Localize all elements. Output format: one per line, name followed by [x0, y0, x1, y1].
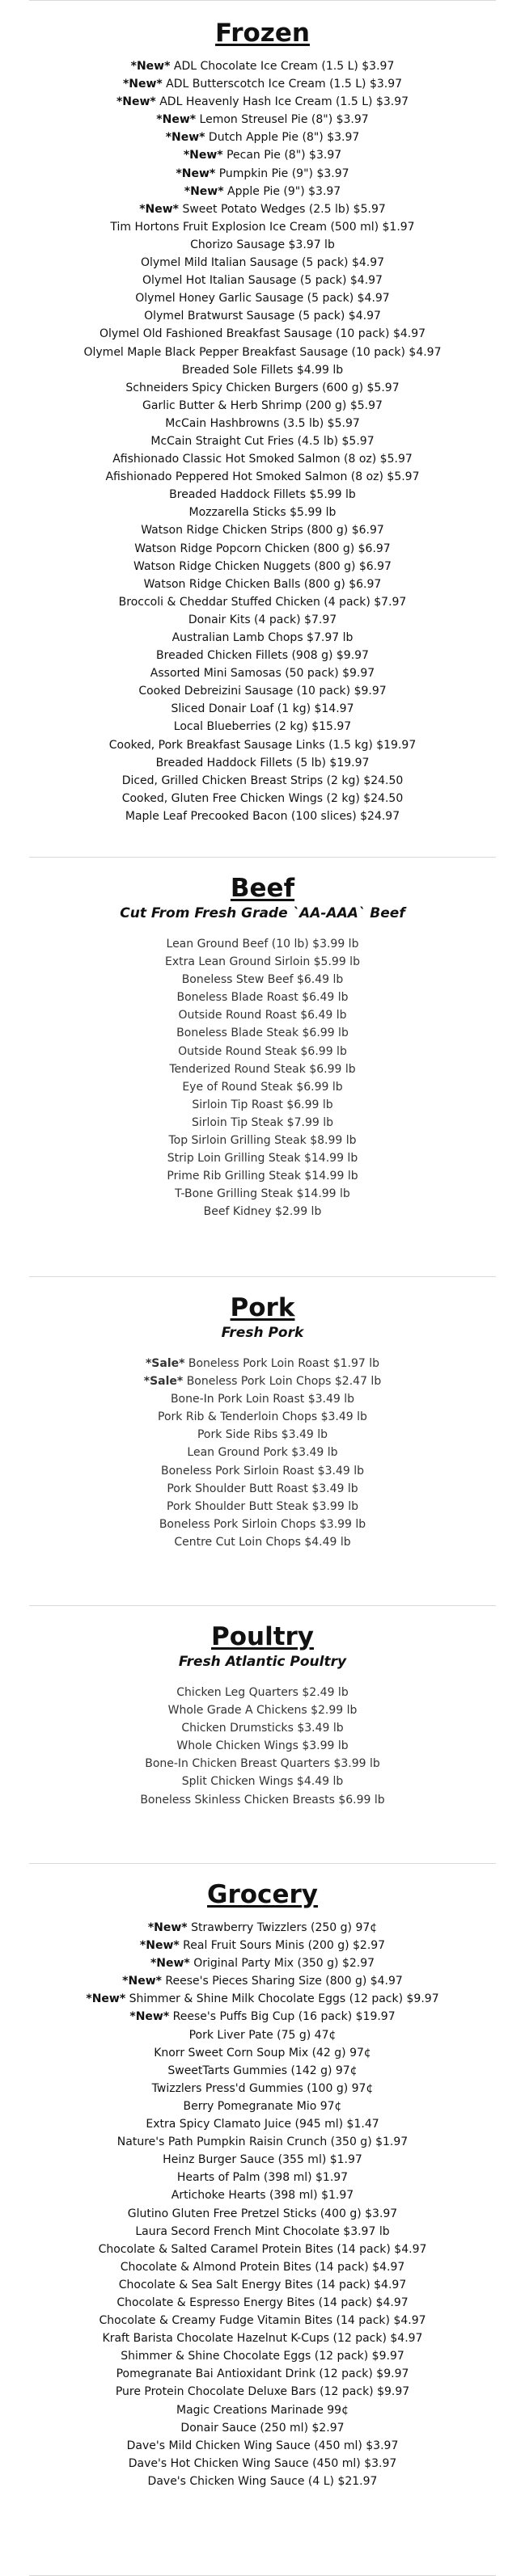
item-text: Split Chicken Wings $4.49 lb [181, 1775, 344, 1789]
item-text: Whole Chicken Wings $3.99 lb [176, 1739, 349, 1753]
item-text: Breaded Haddock Fillets (5 lb) $19.97 [155, 756, 370, 769]
item-text: Pomegranate Bai Antioxidant Drink (12 pack) $9.97 [116, 2367, 409, 2381]
item-text: Tim Hortons Fruit Explosion Ice Cream (500 ml) $1.97 [110, 220, 415, 234]
item-text: Eye of Round Steak $6.99 lb [182, 1080, 343, 1094]
item-text: T-Bone Grilling Steak $14.99 lb [175, 1187, 350, 1201]
list-item [0, 236, 525, 254]
list-item [0, 2365, 525, 2383]
list-item [0, 254, 525, 272]
item-text: Donair Sauce (250 ml) $2.97 [180, 2421, 345, 2435]
item-text: Pork Shoulder Butt Steak $3.99 lb [167, 1499, 358, 1513]
item-text: Extra Lean Ground Sirloin $5.99 lb [165, 955, 360, 969]
list-item [0, 486, 525, 504]
item-text: Sirloin Tip Roast $6.99 lb [192, 1098, 333, 1111]
list-item [0, 397, 525, 415]
list-item [0, 593, 525, 611]
list-item [0, 558, 525, 575]
item-text: Magic Creations Marinade 99¢ [176, 2403, 349, 2417]
item-text: Sliced Donair Loaf (1 kg) $14.97 [171, 702, 354, 716]
section-heading: Pork [230, 1293, 295, 1322]
list-item [0, 218, 525, 236]
item-text: Cooked Debreizini Sausage (10 pack) $9.97 [138, 685, 387, 698]
list-item [0, 1390, 525, 1408]
list-item [0, 1719, 525, 1737]
list-item [0, 1954, 525, 1972]
list-item [0, 344, 525, 361]
item-text: Donair Kits (4 pack) $7.97 [188, 613, 337, 626]
list-item [0, 1006, 525, 1024]
item-text: Whole Grade A Chickens $2.99 lb [167, 1704, 358, 1718]
item-text: Strip Loin Grilling Steak $14.99 lb [167, 1152, 358, 1166]
list-item [0, 2312, 525, 2329]
list-item [0, 468, 525, 486]
item-text: Chocolate & Creamy Fudge Vitamin Bites (14 pack) $4.97 [99, 2314, 426, 2328]
item-tag: *New* [139, 202, 180, 216]
list-item [0, 971, 525, 989]
list-item [0, 2241, 525, 2258]
item-text: Australian Lamb Chops $7.97 lb [171, 631, 354, 644]
item-tag: *Sale* [145, 1357, 185, 1370]
list-item [0, 1132, 525, 1149]
list-item [0, 989, 525, 1006]
item-text: Shimmer & Shine Chocolate Eggs (12 pack) $9.97 [121, 2350, 404, 2363]
list-item [0, 2419, 525, 2437]
item-text: Heinz Burger Sauce (355 ml) $1.97 [163, 2153, 362, 2167]
item-text: McCain Straight Cut Fries (4.5 lb) $5.97 [150, 434, 375, 448]
list-item [0, 1480, 525, 1498]
list-item [0, 2276, 525, 2294]
item-text: Pork Side Ribs $3.49 lb [197, 1428, 328, 1442]
item-text: Boneless Skinless Chicken Breasts $6.99 lb [140, 1793, 385, 1807]
list-item [0, 307, 525, 325]
item-text: Hearts of Palm (398 ml) $1.97 [176, 2171, 349, 2185]
item-text: Laura Secord French Mint Chocolate $3.97 lb [135, 2224, 390, 2238]
list-item [0, 1990, 525, 2008]
list-item [0, 1462, 525, 1480]
list-item [0, 2097, 525, 2115]
item-text: ADL Heavenly Hash Ice Cream (1.5 L) $3.97 [155, 95, 409, 109]
list-item [0, 1498, 525, 1516]
item-tag: *New* [156, 113, 197, 127]
item-text: Sweet Potato Wedges (2.5 lb) $5.97 [179, 202, 386, 216]
list-item [0, 325, 525, 343]
item-tag: *New* [165, 131, 205, 145]
item-tag: *New* [129, 2010, 170, 2024]
item-tag: *Sale* [143, 1375, 184, 1389]
list-item [0, 1937, 525, 1954]
item-tag: *New* [147, 1921, 188, 1934]
list-item [0, 1114, 525, 1132]
item-text: Pork Shoulder Butt Roast $3.49 lb [167, 1482, 358, 1495]
list-item [0, 1149, 525, 1167]
item-text: Centre Cut Loin Chops $4.49 lb [174, 1535, 351, 1549]
list-item [0, 2329, 525, 2347]
list-item [0, 540, 525, 558]
item-text: Berry Pomegranate Mio 97¢ [183, 2099, 342, 2113]
item-text: Dave's Mild Chicken Wing Sauce (450 ml) $3.97 [126, 2439, 399, 2452]
item-tag: *New* [86, 1992, 126, 2006]
list-item [0, 718, 525, 736]
list-item [0, 521, 525, 539]
item-text: Watson Ridge Chicken Strips (800 g) $6.97 [141, 524, 384, 538]
list-item [0, 1684, 525, 1701]
item-text: Pecan Pie (8") $3.97 [222, 149, 342, 162]
item-text: Real Fruit Sours Minis (200 g) $2.97 [179, 1939, 386, 1953]
list-item [0, 200, 525, 218]
section-heading: Beef [230, 874, 295, 903]
list-item [0, 1408, 525, 1426]
item-text: Pumpkin Pie (9") $3.97 [215, 167, 349, 180]
list-item [0, 129, 525, 146]
item-text: Outside Round Roast $6.49 lb [178, 1009, 347, 1022]
item-text: Reese's Puffs Big Cup (16 pack) $19.97 [169, 2010, 396, 2024]
list-item [0, 736, 525, 754]
item-text: Olymel Maple Black Pepper Breakfast Sausage (10 pack) $4.97 [83, 345, 442, 359]
list-item [0, 1060, 525, 1078]
list-item [0, 1755, 525, 1773]
list-item [0, 111, 525, 129]
item-text: Chicken Drumsticks $3.49 lb [181, 1722, 344, 1735]
item-tag: *New* [116, 95, 156, 109]
item-text: Maple Leaf Precooked Bacon (100 slices) $24.97 [125, 809, 400, 823]
item-text: Boneless Blade Roast $6.49 lb [176, 991, 349, 1005]
list-item [0, 2473, 525, 2490]
section-subheading: Cut From Fresh Grade `AA-AAA` Beef [120, 905, 405, 921]
list-item [0, 2008, 525, 2026]
item-list [0, 1919, 525, 2490]
list-item [0, 2258, 525, 2276]
item-tag: *New* [122, 78, 163, 91]
list-item [0, 1185, 525, 1203]
item-text: Shimmer & Shine Milk Chocolate Eggs (12 pack) $9.97 [125, 1992, 439, 2006]
section-beef [0, 858, 525, 1276]
item-text: Pure Protein Chocolate Deluxe Bars (12 pack) $9.97 [115, 2385, 410, 2399]
item-text: Bone-In Pork Loin Roast $3.49 lb [170, 1393, 355, 1406]
item-text: Cooked, Gluten Free Chicken Wings (2 kg) $24.50 [121, 791, 404, 805]
item-text: Chocolate & Almond Protein Bites (14 pack) $4.97 [120, 2260, 405, 2274]
list-item [0, 1444, 525, 1461]
item-text: Olymel Bratwurst Sausage (5 pack) $4.97 [144, 310, 381, 323]
item-tag: *New* [150, 1957, 190, 1971]
item-text: Olymel Old Fashioned Breakfast Sausage (10 pack) $4.97 [99, 327, 426, 341]
item-text: Schneiders Spicy Chicken Burgers (600 g) $5.97 [125, 381, 400, 394]
item-text: Breaded Chicken Fillets (908 g) $9.97 [156, 649, 369, 663]
list-item [0, 75, 525, 93]
item-list [0, 1684, 525, 1809]
item-text: Chocolate & Espresso Energy Bites (14 pack) $4.97 [116, 2296, 409, 2309]
item-text: Twizzlers Press'd Gummies (100 g) 97¢ [151, 2081, 374, 2095]
list-item [0, 1533, 525, 1551]
item-text: Chicken Leg Quarters $2.49 lb [176, 1686, 349, 1699]
item-list [0, 935, 525, 1221]
item-text: Reese's Pieces Sharing Size (800 g) $4.97 [161, 1975, 403, 1988]
list-item [0, 2294, 525, 2312]
item-text: Afishionado Classic Hot Smoked Salmon (8 oz) $5.97 [112, 453, 413, 466]
list-item [0, 754, 525, 772]
item-tag: *New* [139, 1939, 180, 1953]
item-text: Strawberry Twizzlers (250 g) 97¢ [187, 1921, 378, 1934]
list-item [0, 379, 525, 397]
item-text: Garlic Butter & Herb Shrimp (200 g) $5.97 [142, 398, 383, 412]
list-item [0, 1972, 525, 1990]
item-text: Dave's Hot Chicken Wing Sauce (450 ml) $3.97 [128, 2456, 397, 2470]
item-text: Boneless Pork Sirloin Chops $3.99 lb [159, 1517, 366, 1531]
item-text: Chorizo Sausage $3.97 lb [190, 238, 335, 251]
item-text: Chocolate & Sea Salt Energy Bites (14 pack) $4.97 [118, 2278, 407, 2291]
list-item [0, 807, 525, 825]
item-text: Diced, Grilled Chicken Breast Strips (2 kg) $24.50 [121, 774, 404, 787]
item-text: Top Sirloin Grilling Steak $8.99 lb [168, 1134, 357, 1148]
list-item [0, 575, 525, 593]
item-text: Pork Rib & Tenderloin Chops $3.49 lb [158, 1410, 367, 1424]
section-grocery [0, 1864, 525, 2575]
list-item [0, 2062, 525, 2080]
list-item [0, 1078, 525, 1096]
list-item [0, 2044, 525, 2062]
list-item [0, 2115, 525, 2133]
item-text: Broccoli & Cheddar Stuffed Chicken (4 pack) $7.97 [118, 595, 407, 609]
item-text: Lean Ground Beef (10 lb) $3.99 lb [166, 938, 359, 951]
item-text: Prime Rib Grilling Steak $14.99 lb [167, 1170, 358, 1183]
item-text: Bone-In Chicken Breast Quarters $3.99 lb [145, 1757, 380, 1771]
list-item [0, 2347, 525, 2365]
list-item [0, 647, 525, 664]
section-pork [0, 1277, 525, 1605]
item-text: Dutch Apple Pie (8") $3.97 [205, 131, 360, 145]
item-tag: *New* [184, 184, 224, 198]
list-item [0, 2383, 525, 2401]
list-item [0, 165, 525, 183]
item-text: Apple Pie (9") $3.97 [223, 184, 341, 198]
section-heading: Grocery [207, 1880, 318, 1909]
list-item [0, 504, 525, 521]
item-text: ADL Butterscotch Ice Cream (1.5 L) $3.97 [162, 78, 403, 91]
item-text: Lean Ground Pork $3.49 lb [187, 1446, 338, 1460]
item-text: Breaded Haddock Fillets $5.99 lb [169, 488, 356, 502]
item-tag: *New* [183, 149, 223, 162]
item-text: McCain Hashbrowns (3.5 lb) $5.97 [165, 416, 360, 430]
item-text: Watson Ridge Chicken Nuggets (800 g) $6.97 [133, 559, 392, 573]
list-item [0, 1043, 525, 1060]
list-item [0, 1372, 525, 1390]
list-item [0, 1426, 525, 1444]
list-item [0, 450, 525, 468]
section-heading: Poultry [210, 1622, 315, 1651]
list-item [0, 2080, 525, 2097]
item-text: ADL Chocolate Ice Cream (1.5 L) $3.97 [170, 60, 395, 73]
list-item [0, 2151, 525, 2169]
list-item [0, 2437, 525, 2455]
list-item [0, 790, 525, 807]
section-poultry [0, 1606, 525, 1863]
item-list [0, 1355, 525, 1551]
list-item [0, 2455, 525, 2473]
section-frozen [0, 1, 525, 857]
item-text: Watson Ridge Popcorn Chicken (800 g) $6.97 [134, 542, 391, 555]
item-text: SweetTarts Gummies (142 g) 97¢ [167, 2064, 358, 2077]
item-text: Sirloin Tip Steak $7.99 lb [192, 1115, 333, 1129]
list-item [0, 700, 525, 718]
list-item [0, 772, 525, 790]
list-item [0, 1096, 525, 1114]
list-item [0, 682, 525, 700]
list-item [0, 1355, 525, 1372]
list-item [0, 1516, 525, 1533]
section-subheading: Fresh Pork [221, 1325, 304, 1341]
list-item [0, 93, 525, 111]
item-list [0, 57, 525, 825]
item-text: Breaded Sole Fillets $4.99 lb [181, 363, 344, 377]
item-text: Artichoke Hearts (398 ml) $1.97 [171, 2189, 354, 2203]
item-text: Pork Liver Pate (75 g) 47¢ [188, 2028, 337, 2042]
item-text: Boneless Pork Sirloin Roast $3.49 lb [160, 1464, 364, 1478]
item-text: Cooked, Pork Breakfast Sausage Links (1.5 kg) $19.97 [108, 738, 417, 752]
list-item [0, 146, 525, 164]
item-text: Olymel Mild Italian Sausage (5 pack) $4.97 [140, 256, 385, 270]
item-text: Watson Ridge Chicken Balls (800 g) $6.97 [143, 577, 382, 591]
list-item [0, 57, 525, 75]
list-item [0, 1701, 525, 1719]
list-item [0, 2401, 525, 2419]
item-text: Beef Kidney $2.99 lb [203, 1205, 322, 1219]
list-item [0, 1773, 525, 1790]
list-item [0, 1919, 525, 1937]
item-text: Extra Spicy Clamato Juice (945 ml) $1.47 [146, 2118, 379, 2131]
list-item [0, 2133, 525, 2151]
item-text: Afishionado Peppered Hot Smoked Salmon (8 oz) $5.97 [105, 470, 420, 484]
item-text: Nature's Path Pumpkin Raisin Crunch (350 g) $1.97 [116, 2135, 409, 2149]
list-item [0, 1791, 525, 1809]
list-item [0, 953, 525, 971]
item-text: Olymel Honey Garlic Sausage (5 pack) $4.97 [135, 292, 390, 306]
list-item [0, 2169, 525, 2186]
list-item [0, 611, 525, 629]
list-item [0, 2186, 525, 2204]
item-text: Kraft Barista Chocolate Hazelnut K-Cups (12 pack) $4.97 [102, 2332, 423, 2346]
list-item [0, 361, 525, 379]
item-text: Dave's Chicken Wing Sauce (4 L) $21.97 [147, 2474, 378, 2488]
item-text: Outside Round Steak $6.99 lb [178, 1044, 347, 1058]
item-text: Mozzarella Sticks $5.99 lb [188, 506, 337, 520]
section-heading: Frozen [215, 19, 310, 48]
item-text: Boneless Pork Loin Roast $1.97 lb [184, 1357, 380, 1370]
list-item [0, 664, 525, 682]
item-text: Assorted Mini Samosas (50 pack) $9.97 [150, 667, 375, 681]
item-text: Tenderized Round Steak $6.99 lb [169, 1062, 356, 1076]
list-item [0, 2026, 525, 2044]
item-text: Chocolate & Salted Caramel Protein Bites (14 pack) $4.97 [98, 2242, 427, 2256]
item-text: Knorr Sweet Corn Soup Mix (42 g) 97¢ [154, 2046, 371, 2060]
list-item [0, 1024, 525, 1042]
list-item [0, 629, 525, 647]
list-item [0, 183, 525, 200]
list-item [0, 935, 525, 953]
list-item [0, 1203, 525, 1221]
item-text: Olymel Hot Italian Sausage (5 pack) $4.97 [142, 274, 383, 288]
list-item [0, 432, 525, 450]
list-item [0, 415, 525, 432]
item-text: Boneless Blade Steak $6.99 lb [176, 1027, 349, 1040]
list-item [0, 2223, 525, 2241]
item-text: Glutino Gluten Free Pretzel Sticks (400 g) $3.97 [127, 2207, 398, 2220]
item-tag: *New* [130, 60, 171, 73]
list-item [0, 289, 525, 307]
item-tag: *New* [122, 1975, 162, 1988]
item-text: Original Party Mix (350 g) $2.97 [189, 1957, 375, 1971]
item-text: Boneless Stew Beef $6.49 lb [181, 973, 344, 987]
item-text: Boneless Pork Loin Chops $2.47 lb [183, 1375, 382, 1389]
item-text: Local Blueberries (2 kg) $15.97 [173, 720, 352, 734]
list-item [0, 1167, 525, 1185]
list-item [0, 1737, 525, 1755]
item-tag: *New* [176, 167, 216, 180]
section-subheading: Fresh Atlantic Poultry [178, 1654, 347, 1670]
list-item [0, 272, 525, 289]
list-item [0, 2205, 525, 2223]
item-text: Lemon Streusel Pie (8") $3.97 [196, 113, 369, 127]
